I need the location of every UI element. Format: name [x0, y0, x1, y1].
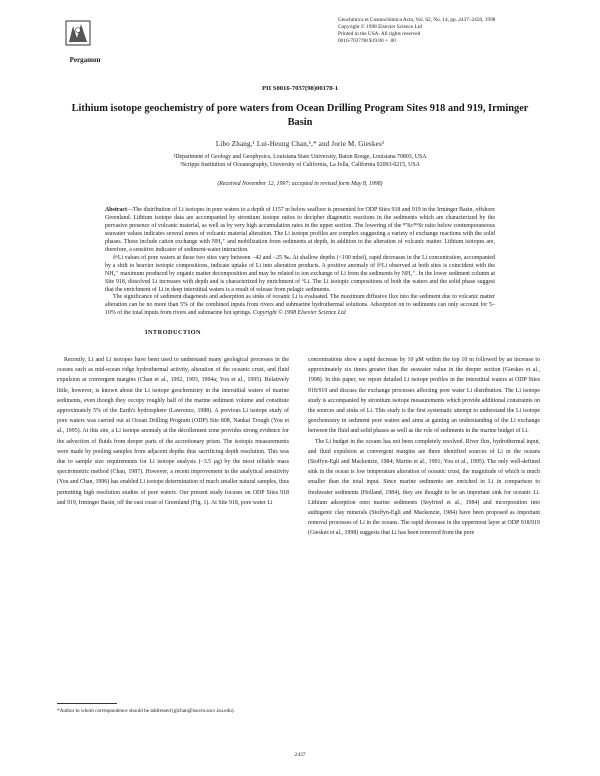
- pergamon-logo-icon: [65, 20, 91, 46]
- pii: PII S0016-7037(98)00178-1: [261, 85, 338, 92]
- journal-issn: 0016-7037/98 $19.00 + .00: [338, 38, 396, 45]
- abstract-label: Abstract: [105, 207, 127, 213]
- abstract: [105, 207, 495, 318]
- footnote-rule: [57, 703, 117, 704]
- section-heading-introduction: INTRODUCTION: [145, 329, 201, 336]
- footnote: *Author to whom correspondence should be addressed (glchan@lsuvm.sncc.lsu.edu).: [57, 708, 235, 714]
- journal-info: [338, 17, 538, 45]
- page-number: 2437: [294, 752, 306, 758]
- paper-title: Lithium isotope geochemistry of pore waters from Ocean Drilling Program Sites 918 and 919, Irminger Basin: [71, 103, 529, 128]
- journal-printed: Printed in the USA. All rights reserved: [338, 31, 421, 38]
- affiliation-1: ¹Department of Geology and Geophysics, Louisiana State University, Baton Rouge, Louisiana 70803, USA: [173, 154, 427, 160]
- authors: Libo Zhang,¹ Lui-Heung Chan,¹,* and Jorie M. Gieskes²: [215, 140, 385, 148]
- abstract-paragraph-2: δ⁶Li values of pore waters at these two sites vary between −42 and −25 ‰. At shallow depths (<100 mbsf), rapid decreases in the Li concentration, accompanied by a shift to heavier isotopic compositions, indicate uptake of Li into alteration products. A positive anomaly of δ⁶Li observed at both sites is coincident with the NH₄⁺ maximum produced by organic matter decomposition and may be related to ion exchange of Li from the sediments by NH₄⁺. In the lower sediment column at Site 918, dissolved Li increases with depth and is characterized by enrichment of ⁶Li. The Li isotopic compositions of both the waters and the solid phase suggest that the enrichment of Li in deep interstitial waters is a result of release from pelagic sediments.: [105, 254, 495, 293]
- abstract-copyright: Copyright © 1998 Elsevier Science Ltd: [252, 310, 346, 317]
- affiliations: [0, 154, 600, 169]
- body-paragraph: Recently, Li and Li isotopes have been used to understand many geological processes in the oceans such as mid-ocean ridge hydrothermal activity, alteration of the oceanic crust, and fluid expulsion at convergent margins (Chan et al., 1992, 1993, 1994a; You et al., 1995). Relatively little, however, is known about the Li isotope geochemistry in the interstitial waters of marine sediments, even though they occupy roughly half of the marine sediment volume and constitute approximately 5% of the Earth's hydrosphere (Lawrence, 1988). A previous Li isotope study of pore waters was carried out at Ocean Drilling Program (ODP) Site 808, Nankai Trough (You et al., 1995). At this site, a Li isotope anomaly at the décollement zone provides strong evidence for the advection of fluids from deeper parts of the accretionary prism. The isotopic measurements were made by pooling samples from adjacent depths thus sacrificing depth resolution. This was due to sample size requirements for Li isotope analysis (~3.5 μg) by the most reliable mass spectrometric method (Chan, 1987). However, a recent improvement in the analytical sensitivity (You and Chan, 1996) has enabled Li isotope determination of much smaller natural samples, thus permitting high resolution studies of pore waters. Our present study focuses on ODP Sites 918 and 919, Irminger Basin, off the east coast of Greenland (Fig. 1). At Site 918, pore water Li: [57, 357, 289, 506]
- right-column: [308, 355, 540, 539]
- publisher-name: Pergamon: [69, 56, 101, 64]
- publisher-logo: [55, 20, 115, 64]
- abstract-paragraph-3: The significance of sediment diagenesis and adsorption as sinks of oceanic Li is evaluated. The maximum diffusive flux into the sediment due to volcanic matter alteration can be no more than 5% of the combined inputs from rivers and submarine hydrothermal solutions. Adsorption on to sediments can only account for 5–10% of the total inputs from rivers and submarine hot springs. Copyright © 1998 Elsevier Science Ltd: [105, 294, 495, 317]
- affiliation-2: ²Scripps Institution of Oceanography, University of California, La Jolla, California 92093-0215, USA: [180, 161, 420, 168]
- body-paragraph: The Li budget in the oceans has not been completely resolved. River flux, hydrothermal input, and fluid expulsion at convergent margins are three identified sources of Li in the oceans (Stoffyn-Egli and Mackenzie, 1984; Martin et al., 1991; You et al., 1995). The only well-defined sink in the ocean is low temperature alteration of oceanic crust, the magnitude of which is much smaller than the total input. Since marine sediments are enriched in Li in comparison to freshwater sediments (Holland, 1984), they are thought to be an important sink for oceanic Li. Lithium adsorption onto marine sediments (Seyfried et al., 1984) and incorporation into authigenic clay minerals (Stoffyn-Egli and Mackenzie, 1984) have been proposed as important removal processes of Li in the oceans. The rapid decrease in the uppermost layer at ODP 918/919 (Gieskes et al., 1998) suggests that Li has been removed from the pore: [308, 438, 540, 537]
- left-column: [57, 355, 289, 508]
- journal-copyright: Copyright © 1998 Elsevier Science Ltd: [338, 24, 422, 31]
- body-paragraph: concentrations show a rapid decrease by 10 μM within the top 10 m followed by an increase to approximately six times greater than the seawater value in the deeper section (Gieskes et al., 1998). In this paper, we report detailed Li isotope profiles in the interstitial waters at ODP Sites 918/919 and discuss the exchange processes affecting pore water Li distribution. The Li isotope study is accompanied by strontium isotope measurements which provide additional constraints on the sources and sinks of Li. This study is the first systematic attempt to understand the Li isotope geochemistry in sediment pore waters and aims at gaining an understanding of the Li exchange between the fluid and solid phases as well as the role of sediments in the marine budget of Li.: [308, 357, 540, 435]
- received-dates: (Received November 12, 1997; accepted in revised form May 8, 1998): [217, 181, 383, 187]
- journal-citation: Geochimica et Cosmochimica Acta, Vol. 62, No. 14, pp. 2437–2450, 1998: [338, 17, 496, 23]
- abstract-paragraph-1: Abstract—The distribution of Li isotopes in pore waters to a depth of 1157 m below seafloor is presented for ODP Sites 918 and 919 in the Irminger Basin, offshore Greenland. Lithium isotope data are accompanied by strontium isotope ratios to decipher diagenetic reactions in the sediments which are characterized by the pervasive presence of volcanic material, as well as by very high accumulation rates in the upper section. The lowering of the ⁸⁷Sr/⁸⁶Sr ratio below contemporaneous seawater values indicates several zones of volcanic material alteration. The Li isotope profiles are complex suggesting a variety of exchange reactions with the solid phases. These include cation exchange with NH₄⁺ and mobilization from sediments at depth, in addition to the alteration of volcanic matter. Lithium isotopes are, therefore, a sensitive indicator of sediment-water interaction.: [105, 207, 495, 253]
